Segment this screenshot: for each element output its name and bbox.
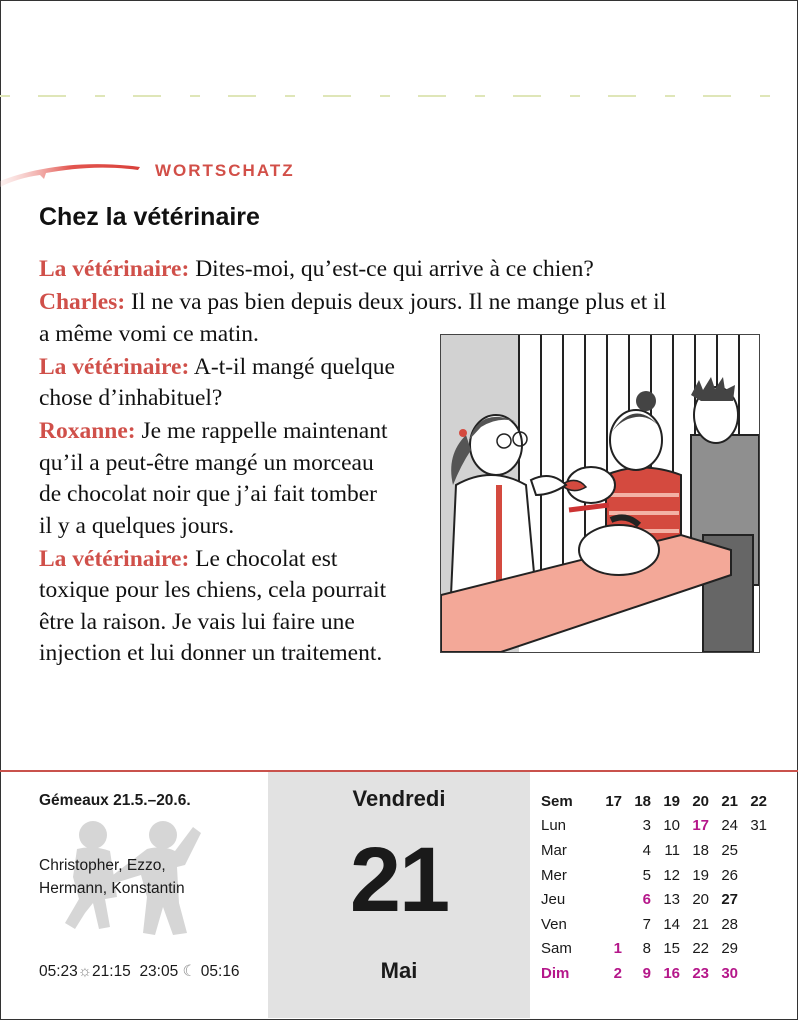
calendar-day: 21 (692, 915, 709, 933)
swoosh-decoration-icon (0, 155, 145, 189)
vet-illustration (440, 334, 760, 653)
calendar-day: 20 (692, 891, 709, 909)
calendar-day (738, 887, 767, 912)
week-number: 19 (663, 792, 680, 810)
day-info-panel (0, 772, 268, 1018)
calendar-row (541, 912, 767, 937)
speaker-name: La vétérinaire: (39, 256, 190, 282)
calendar-day: 28 (721, 915, 738, 933)
calendar-day-highlight: 27 (721, 891, 738, 909)
month: Mai (380, 958, 418, 983)
calendar-row (541, 887, 767, 912)
dialog-text: chose d’inhabituel? (39, 385, 223, 411)
calendar-day (738, 937, 767, 962)
calendar-row (541, 814, 767, 839)
speaker-name: La vétérinaire: (39, 545, 190, 572)
sun-moon-times (39, 962, 240, 981)
calendar-row (541, 937, 767, 962)
date-box (268, 772, 530, 1018)
calendar-day: 22 (692, 940, 709, 958)
calendar-day-holiday: 2 (613, 964, 622, 982)
calendar-day: 12 (663, 866, 680, 884)
calendar-header-row (541, 789, 767, 814)
moonrise-time: 23:05 (139, 963, 179, 980)
calendar-day (593, 814, 622, 839)
calendar-day: 15 (663, 940, 680, 958)
zodiac-sign: Gémeaux 21.5.–20.6. (39, 792, 191, 809)
dialog-text: A-t-il mangé quelque (189, 353, 395, 380)
sunset-time: 21:15 (92, 963, 131, 980)
weekday-label: Mar (541, 841, 567, 859)
cut-line (0, 95, 798, 97)
dialog-text: injection et lui donner un traitement. (39, 640, 383, 666)
speaker-name: Charles: (39, 289, 126, 315)
calendar-day-holiday: 17 (692, 817, 709, 835)
calendar-day: 8 (642, 940, 651, 958)
calendar-row (541, 863, 767, 888)
calendar-day (593, 912, 622, 937)
calendar-day: 5 (642, 866, 651, 884)
dialog-text: toxique pour les chiens, cela pourrait (39, 577, 387, 603)
week-number: 21 (721, 792, 738, 810)
dialog-text: de chocolat noir que j’ai fait tomber (39, 481, 378, 507)
calendar-day: 14 (663, 915, 680, 933)
day-number: 21 (349, 829, 449, 931)
name-days (39, 854, 185, 900)
calendar-day: 25 (721, 841, 738, 859)
calendar-day: 7 (642, 915, 651, 933)
weekday-label: Jeu (541, 891, 566, 909)
calendar-row (541, 838, 767, 863)
calendar-day: 18 (692, 841, 709, 859)
name-days-line: Hermann, Konstantin (39, 880, 185, 897)
calendar-day-holiday: 23 (692, 964, 709, 982)
calendar-day: 19 (692, 866, 709, 884)
calendar-day-holiday: 9 (642, 964, 651, 982)
calendar-day (738, 863, 767, 888)
weekday: Vendredi (352, 786, 446, 811)
calendar-day-holiday: 1 (613, 940, 622, 958)
speaker-name: La vétérinaire: (39, 353, 190, 380)
weekday-label: Mer (541, 866, 567, 884)
calendar-day (738, 838, 767, 863)
calendar-day: 29 (721, 940, 738, 958)
weekday-label: Dim (541, 964, 570, 982)
dialog-text: être la raison. Je vais lui faire une (39, 608, 355, 635)
calendar-day: 24 (721, 817, 738, 835)
name-days-line: Christopher, Ezzo, (39, 857, 166, 874)
weekday-label: Ven (541, 915, 567, 933)
calendar-day-holiday: 16 (663, 964, 680, 982)
dialog-text: Je me rappelle maintenant (135, 418, 388, 444)
calendar-row-sunday (541, 961, 767, 986)
dialog-text: il y a quelques jours. (39, 512, 235, 539)
dialog-text: qu’il a peut-être mangé un morceau (39, 449, 374, 476)
dialog-text: Il ne va pas bien depuis deux jours. Il ne mange plus et il (125, 289, 667, 315)
week-label: Sem (541, 792, 573, 810)
dialog-text: Le chocolat est (189, 545, 338, 572)
calendar-day (593, 863, 622, 888)
calendar-day: 13 (663, 891, 680, 909)
calendar-day: 26 (721, 866, 738, 884)
week-number: 22 (750, 792, 767, 810)
section-tag: WORTSCHATZ (155, 161, 295, 180)
calendar-day: 31 (750, 817, 767, 835)
dialog-line (39, 254, 759, 286)
page-title: Chez la vétérinaire (39, 203, 260, 231)
week-number: 20 (692, 792, 709, 810)
calendar-day: 11 (664, 841, 680, 859)
calendar-day: 4 (642, 841, 651, 859)
month-calendar (541, 789, 767, 986)
calendar-day-holiday: 30 (721, 964, 738, 982)
calendar-day (593, 887, 622, 912)
dialog-text: a même vomi ce matin. (39, 320, 259, 347)
calendar-day-holiday (738, 961, 767, 986)
speaker-name: Roxanne: (39, 418, 136, 444)
calendar-day-holiday: 6 (642, 891, 651, 909)
dialog-text: Dites-moi, qu’est-ce qui arrive à ce chien? (189, 256, 594, 282)
weekday-label: Sam (541, 940, 572, 958)
week-number: 17 (605, 792, 622, 810)
weekday-label: Lun (541, 817, 567, 835)
week-number: 18 (634, 792, 651, 810)
sun-icon: ☼ (77, 963, 93, 980)
calendar-day: 10 (663, 817, 680, 835)
calendar-day (593, 838, 622, 863)
moon-icon: ☾ (182, 963, 197, 980)
calendar-day: 3 (642, 817, 651, 835)
moonset-time: 05:16 (200, 963, 240, 980)
sunrise-time: 05:23 (39, 963, 78, 980)
calendar-day (738, 912, 767, 937)
